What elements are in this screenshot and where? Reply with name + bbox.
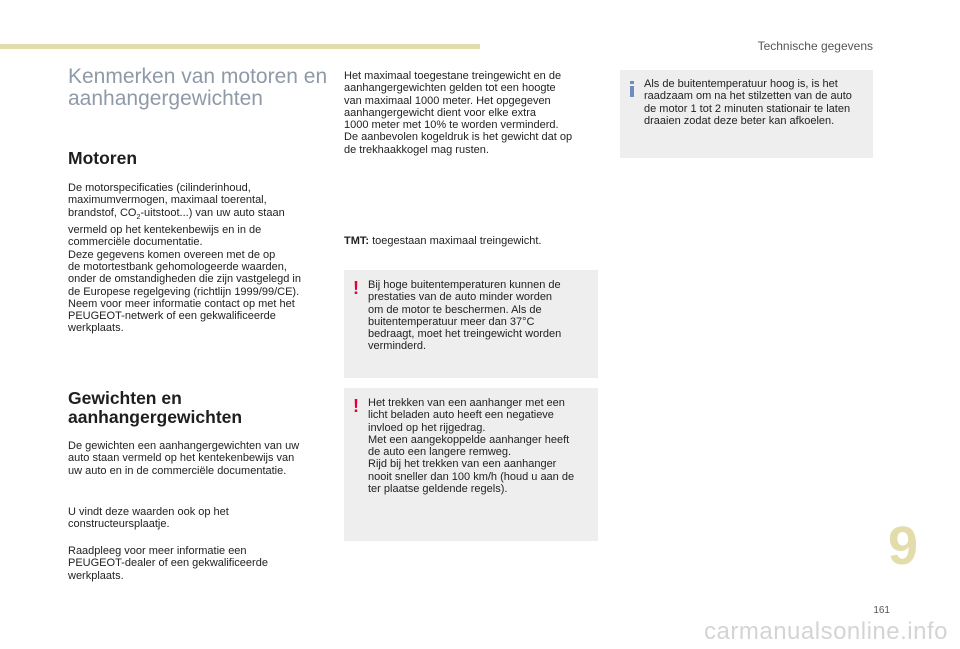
- motors-heading: Motoren: [68, 148, 138, 168]
- watermark: carmanualsonline.info: [704, 618, 948, 645]
- tmt-label: TMT:: [344, 235, 370, 247]
- section-title: Technische gegevens: [757, 39, 873, 53]
- warning-trailer-box: [344, 388, 598, 541]
- page-title: Kenmerken van motoren en aanhangergewichten: [68, 65, 328, 110]
- page-number: 161: [873, 605, 890, 616]
- max-weight-text: Het maximaal toegestane treingewicht en de aanhangergewichten gelden tot een hoogte van maximaal 1000 meter. Het opgegeven aanhangergewicht dient voor elke extra 1000 meter met 10% te worden verminderd. De aanbevolen kogeldruk is het gewicht dat op de trekhaakkogel mag rusten.: [344, 70, 573, 156]
- info-icon: [626, 80, 638, 98]
- warning-heat-box: [344, 270, 598, 378]
- dealer-text: Raadpleeg voor meer informatie een PEUGEOT-dealer of een gekwalificeerde werkplaats.: [68, 545, 268, 582]
- info-cooldown-box: [620, 70, 873, 158]
- motors-text: De motorspecificaties (cilinderinhoud, maximumvermogen, maximaal toerental, brandstof, $CO_2-uitstoot$...) van uw auto staan vermeld op het kentekenbewijs en in de commerciële documentatie. Deze gegevens komen overeen met de op de motortestbank gehomologeerde waarden, onder de omstandigheden die zijn vastgelegd in de Europese regelgeving (richtlijn 1999/99/CE). Neem voor meer informatie contact op met het PEUGEOT-netwerk of een gekwalificeerde werkplaats.: [68, 182, 301, 335]
- tmt-definition: TMT: toegestaan maximaal treingewicht.: [344, 235, 542, 247]
- plate-text: U vindt deze waarden ook op het constructeursplaatje.: [68, 506, 229, 531]
- chapter-number: 9: [888, 516, 919, 576]
- weights-heading: Gewichten en aanhangergewichten: [68, 388, 243, 427]
- warning-trailer-text: Het trekken van een aanhanger met een licht beladen auto heeft een negatieve invloed op het rijgedrag. Met een aangekoppelde aanhanger heeft de auto een langere remweg. Rijd bij het trekken van een aanhanger nooit sneller dan 100 km/h (houd u aan de ter plaatse geldende regels).: [368, 397, 575, 496]
- header-accent-bar: [0, 44, 480, 49]
- warning-heat-text: Bij hoge buitentemperaturen kunnen de prestaties van de auto minder worden om de motor te beschermen. Als de buitentemperatuur meer dan 37°C bedraagt, moet het treingewicht worden verminderd.: [368, 279, 562, 353]
- warning-icon: !: [353, 396, 359, 416]
- warning-icon: !: [353, 278, 359, 298]
- weights-text: De gewichten een aanhangergewichten van uw auto staan vermeld op het kentekenbewijs van uw auto en in de commerciële documentatie.: [68, 440, 300, 477]
- info-cooldown-text: Als de buitentemperatuur hoog is, is het raadzaam om na het stilzetten van de auto de motor 1 tot 2 minuten stationair te laten draaien zodat deze beter kan afkoelen.: [644, 78, 852, 127]
